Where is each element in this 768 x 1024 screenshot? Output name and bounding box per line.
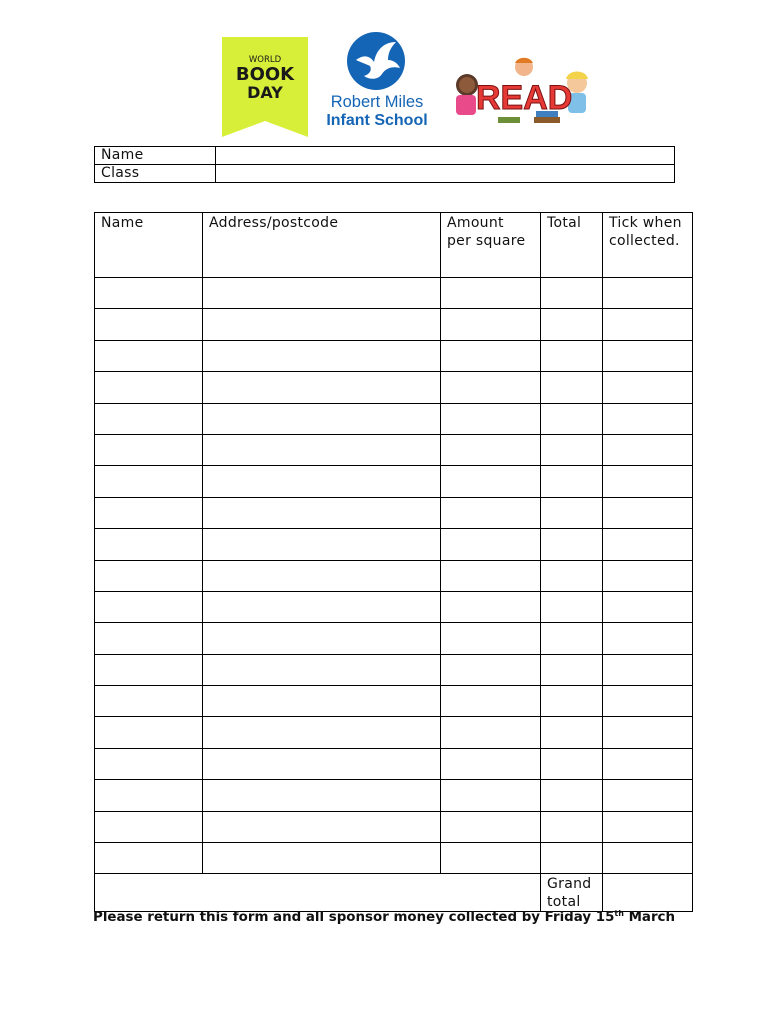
header-total: Total [547, 215, 582, 231]
wbd-book-text: BOOK [235, 64, 295, 85]
grand-total-label-line1: Grand [547, 876, 592, 893]
student-name-row [95, 147, 675, 165]
sponsor-row [95, 748, 693, 779]
sponsor-name-cell[interactable] [95, 748, 203, 779]
tick-collected-cell[interactable] [603, 748, 693, 779]
total-cell[interactable] [541, 780, 603, 811]
sponsor-row [95, 591, 693, 622]
sponsor-name-cell[interactable] [95, 654, 203, 685]
sponsor-address-cell[interactable] [203, 372, 441, 403]
sponsor-address-cell[interactable] [203, 654, 441, 685]
sponsor-name-cell[interactable] [95, 843, 203, 874]
tick-collected-cell[interactable] [603, 843, 693, 874]
grand-total-spacer-cell [95, 874, 541, 912]
total-cell[interactable] [541, 403, 603, 434]
total-cell[interactable] [541, 434, 603, 465]
return-instruction [93, 909, 713, 925]
tick-collected-cell[interactable] [603, 278, 693, 309]
sponsor-address-cell[interactable] [203, 340, 441, 371]
amount-per-square-cell[interactable] [441, 466, 541, 497]
sponsor-address-cell[interactable] [203, 434, 441, 465]
sponsor-row [95, 372, 693, 403]
tick-collected-cell[interactable] [603, 340, 693, 371]
total-cell[interactable] [541, 591, 603, 622]
amount-per-square-cell[interactable] [441, 434, 541, 465]
sponsor-address-cell[interactable] [203, 466, 441, 497]
wbd-world-text: WORLD [248, 55, 282, 65]
sponsor-address-cell[interactable] [203, 780, 441, 811]
amount-per-square-cell[interactable] [441, 717, 541, 748]
sponsor-name-cell[interactable] [95, 466, 203, 497]
sponsor-address-cell[interactable] [203, 843, 441, 874]
amount-per-square-cell[interactable] [441, 529, 541, 560]
sponsor-address-cell[interactable] [203, 623, 441, 654]
amount-per-square-cell[interactable] [441, 654, 541, 685]
sponsor-row [95, 340, 693, 371]
total-cell[interactable] [541, 560, 603, 591]
tick-collected-cell[interactable] [603, 654, 693, 685]
total-cell[interactable] [541, 654, 603, 685]
amount-per-square-cell[interactable] [441, 309, 541, 340]
school-name-text: Robert Miles [330, 93, 424, 111]
sponsor-row [95, 560, 693, 591]
sponsor-address-cell[interactable] [203, 560, 441, 591]
grand-total-label-cell [541, 874, 603, 912]
total-cell[interactable] [541, 843, 603, 874]
school-subtitle-text: Infant School [326, 112, 428, 129]
total-cell[interactable] [541, 497, 603, 528]
tick-collected-cell[interactable] [603, 780, 693, 811]
total-cell[interactable] [541, 748, 603, 779]
sponsor-address-cell[interactable] [203, 591, 441, 622]
tick-collected-cell[interactable] [603, 372, 693, 403]
tick-collected-cell[interactable] [603, 811, 693, 842]
sponsor-name-cell[interactable] [95, 497, 203, 528]
read-word-text: READ [476, 79, 573, 117]
grand-total-row [95, 874, 693, 912]
sponsor-row [95, 434, 693, 465]
total-cell[interactable] [541, 340, 603, 371]
sponsor-row [95, 623, 693, 654]
tick-collected-cell[interactable] [603, 560, 693, 591]
amount-per-square-cell[interactable] [441, 403, 541, 434]
student-info-table [94, 146, 675, 183]
amount-per-square-cell[interactable] [441, 780, 541, 811]
total-cell[interactable] [541, 466, 603, 497]
sponsor-address-cell[interactable] [203, 686, 441, 717]
sponsor-address-cell[interactable] [203, 497, 441, 528]
amount-per-square-cell[interactable] [441, 843, 541, 874]
sponsor-row [95, 309, 693, 340]
sponsor-address-cell[interactable] [203, 748, 441, 779]
total-cell[interactable] [541, 529, 603, 560]
total-cell[interactable] [541, 686, 603, 717]
header-address: Address/postcode [209, 215, 339, 231]
tick-collected-cell[interactable] [603, 686, 693, 717]
sponsor-address-cell[interactable] [203, 403, 441, 434]
sponsor-address-cell[interactable] [203, 309, 441, 340]
student-class-label: Class [101, 165, 140, 181]
header-amount-line1: Amount [447, 215, 504, 231]
date-ordinal-suffix: th [614, 909, 624, 918]
amount-per-square-cell[interactable] [441, 560, 541, 591]
world-book-day-logo [222, 37, 308, 137]
tick-collected-cell[interactable] [603, 309, 693, 340]
tick-collected-cell[interactable] [603, 434, 693, 465]
total-cell[interactable] [541, 623, 603, 654]
sponsor-name-cell[interactable] [95, 434, 203, 465]
amount-per-square-cell[interactable] [441, 811, 541, 842]
student-name-label: Name [101, 147, 144, 163]
grand-total-label-line2: total [547, 894, 581, 911]
sponsor-row [95, 654, 693, 685]
grand-total-value-cell[interactable] [603, 874, 693, 912]
sponsor-row [95, 811, 693, 842]
sponsor-row [95, 497, 693, 528]
wbd-day-text: DAY [247, 83, 283, 102]
sponsor-name-cell[interactable] [95, 717, 203, 748]
amount-per-square-cell[interactable] [441, 623, 541, 654]
header-tick-line1: Tick when [609, 215, 682, 231]
sponsor-row [95, 466, 693, 497]
sponsor-table [94, 212, 693, 912]
sponsor-table-header-row [95, 213, 693, 278]
sponsor-name-cell[interactable] [95, 623, 203, 654]
header-tick-line2: collected. [609, 233, 680, 249]
student-class-field[interactable] [216, 165, 675, 183]
tick-collected-cell[interactable] [603, 403, 693, 434]
student-name-label-cell [95, 147, 216, 165]
tick-collected-cell[interactable] [603, 497, 693, 528]
read-logo [450, 55, 595, 130]
header-amount-cell [441, 213, 541, 278]
amount-per-square-cell[interactable] [441, 497, 541, 528]
student-class-label-cell [95, 165, 216, 183]
header-tick-cell [603, 213, 693, 278]
sponsor-name-cell[interactable] [95, 340, 203, 371]
header-address-cell [203, 213, 441, 278]
sponsor-address-cell[interactable] [203, 717, 441, 748]
sponsor-name-cell[interactable] [95, 403, 203, 434]
sponsor-name-cell[interactable] [95, 591, 203, 622]
amount-per-square-cell[interactable] [441, 748, 541, 779]
tick-collected-cell[interactable] [603, 623, 693, 654]
header-name-cell [95, 213, 203, 278]
amount-per-square-cell[interactable] [441, 372, 541, 403]
sponsor-name-cell[interactable] [95, 529, 203, 560]
sponsor-row [95, 717, 693, 748]
total-cell[interactable] [541, 811, 603, 842]
tick-collected-cell[interactable] [603, 529, 693, 560]
sponsor-row [95, 529, 693, 560]
return-instruction-month: March [623, 910, 676, 925]
student-name-field[interactable] [216, 147, 675, 165]
sponsor-row [95, 278, 693, 309]
amount-per-square-cell[interactable] [441, 686, 541, 717]
sponsor-row [95, 686, 693, 717]
sponsor-name-cell[interactable] [95, 560, 203, 591]
sponsor-name-cell[interactable] [95, 278, 203, 309]
sponsor-address-cell[interactable] [203, 529, 441, 560]
sponsor-name-cell[interactable] [95, 686, 203, 717]
sponsor-name-cell[interactable] [95, 780, 203, 811]
sponsor-name-cell[interactable] [95, 811, 203, 842]
amount-per-square-cell[interactable] [441, 340, 541, 371]
sponsor-row [95, 780, 693, 811]
total-cell[interactable] [541, 278, 603, 309]
tick-collected-cell[interactable] [603, 591, 693, 622]
header-amount-line2: per square [447, 233, 526, 249]
sponsor-name-cell[interactable] [95, 309, 203, 340]
school-logo [318, 30, 436, 130]
return-instruction-text: Please return this form and all sponsor money collected by Friday 15 [93, 910, 615, 925]
sponsor-row [95, 403, 693, 434]
amount-per-square-cell[interactable] [441, 278, 541, 309]
total-cell[interactable] [541, 717, 603, 748]
header-total-cell [541, 213, 603, 278]
header-name: Name [101, 215, 144, 231]
tick-collected-cell[interactable] [603, 466, 693, 497]
sponsor-name-cell[interactable] [95, 372, 203, 403]
total-cell[interactable] [541, 372, 603, 403]
tick-collected-cell[interactable] [603, 717, 693, 748]
sponsor-address-cell[interactable] [203, 278, 441, 309]
amount-per-square-cell[interactable] [441, 591, 541, 622]
total-cell[interactable] [541, 309, 603, 340]
student-class-row [95, 165, 675, 183]
sponsor-address-cell[interactable] [203, 811, 441, 842]
sponsor-row [95, 843, 693, 874]
